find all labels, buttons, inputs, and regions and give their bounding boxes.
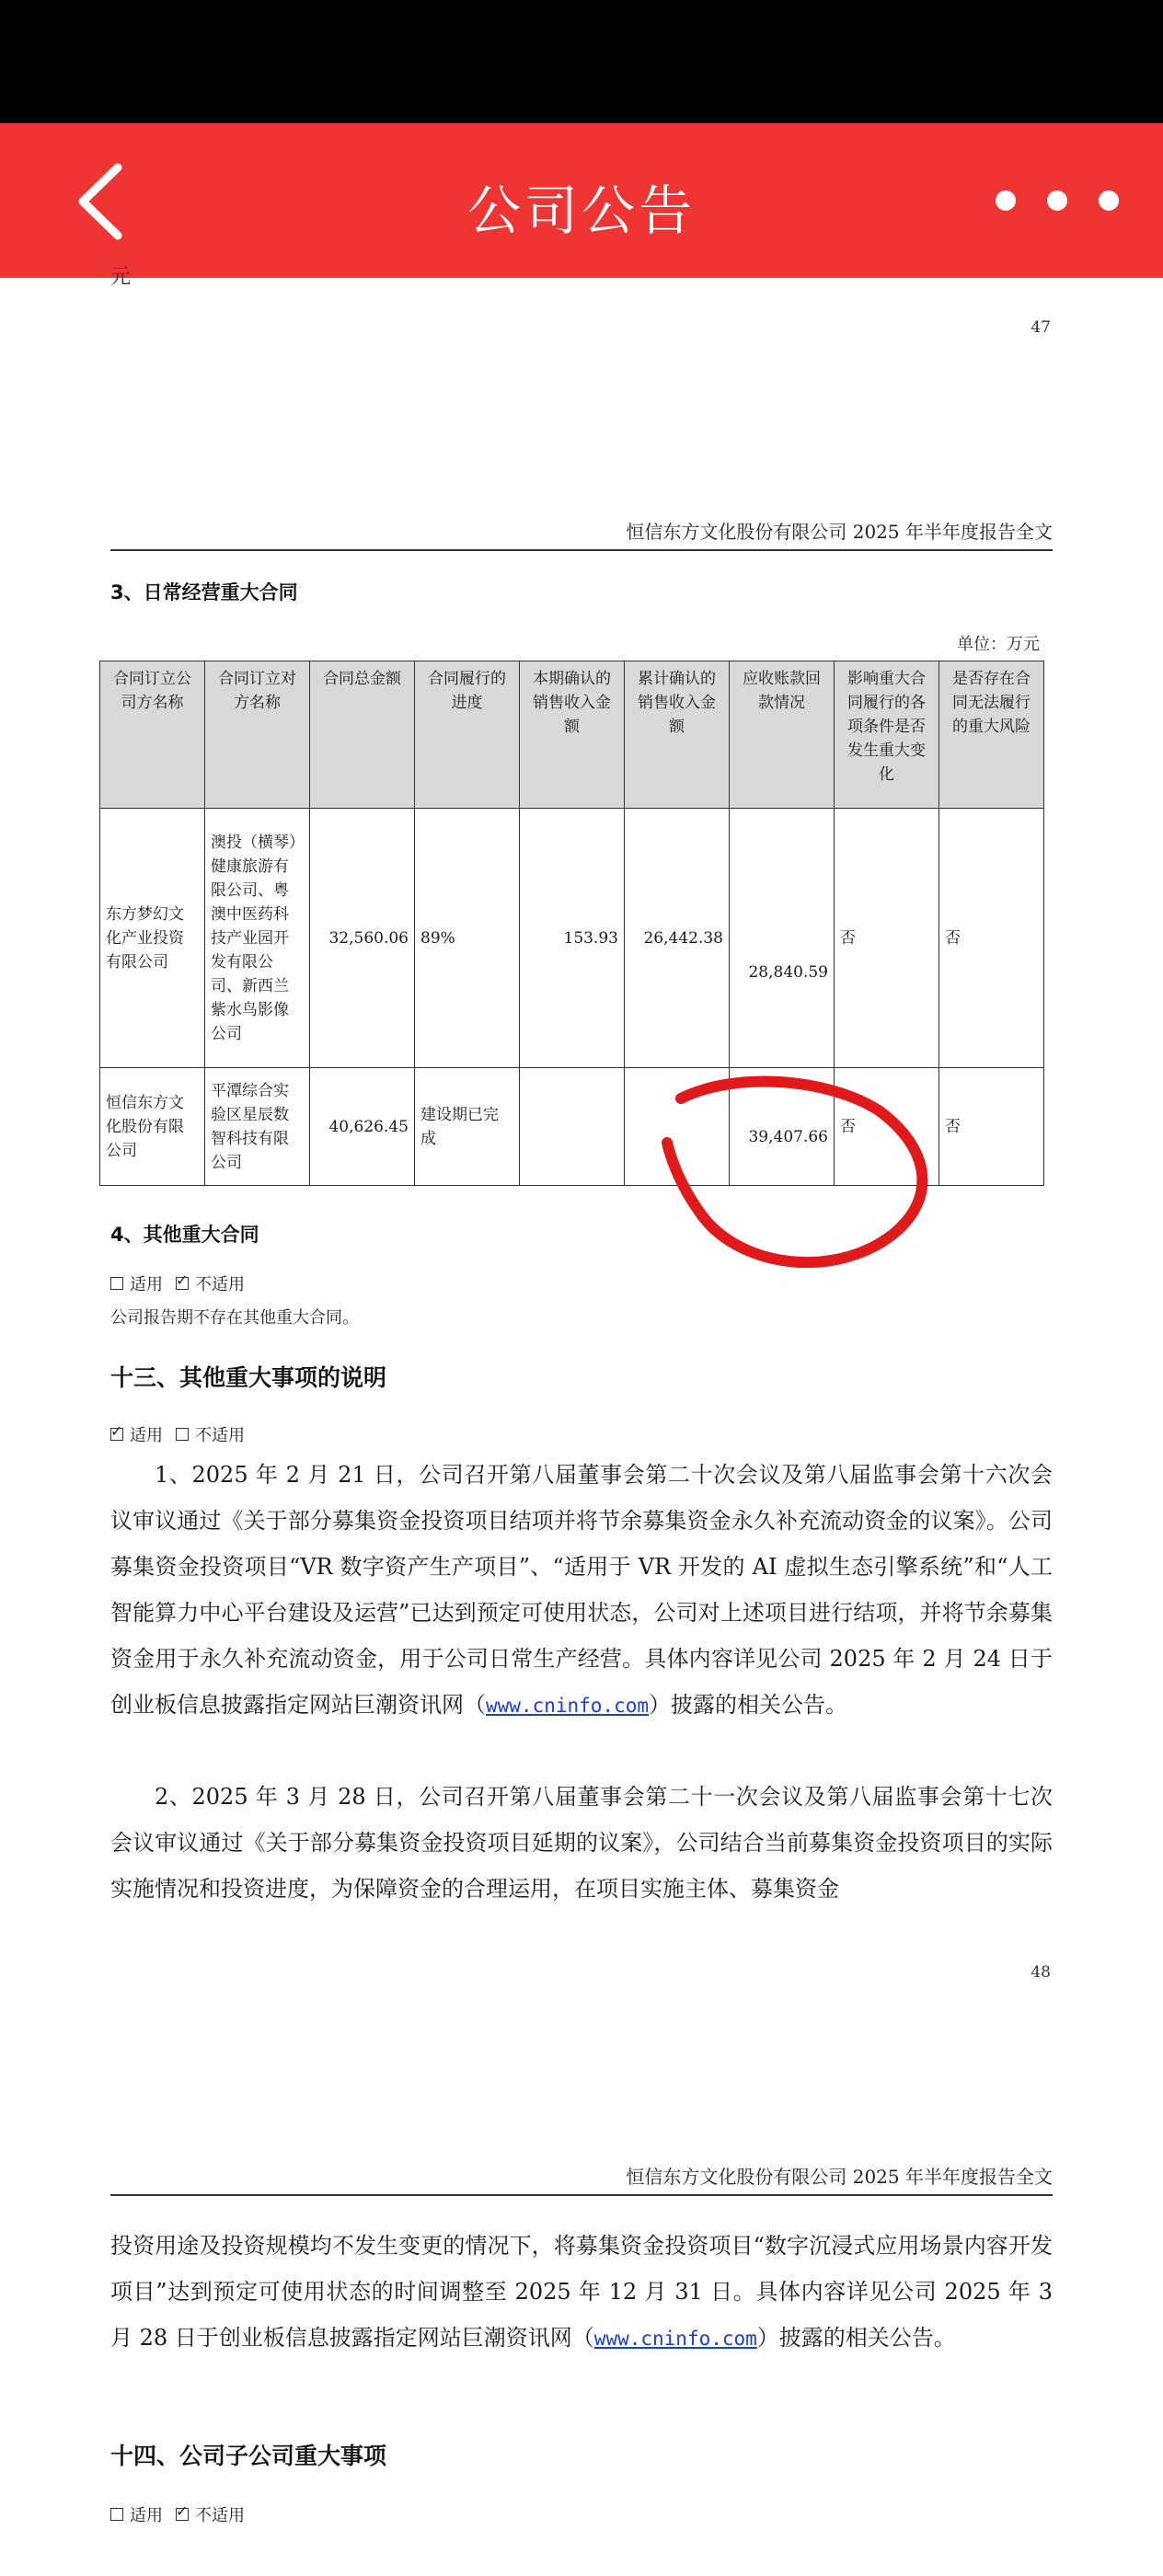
cut-off-text: 元 (110, 266, 132, 289)
table-cell: 平潭综合实验区星辰数智科技有限公司 (205, 1068, 310, 1186)
paragraph-text: ）披露的相关公告。 (649, 1692, 848, 1718)
more-dots-icon (996, 190, 1016, 211)
table-cell: 否 (939, 809, 1044, 1068)
checkbox-applicable[interactable] (110, 1428, 123, 1441)
column-header: 应收账款回款情况 (730, 661, 835, 809)
column-header: 是否存在合同无法履行的重大风险 (939, 661, 1044, 809)
column-header: 本期确认的销售收入金额 (520, 661, 625, 809)
table-cell: 89% (415, 809, 520, 1068)
table-cell: 153.93 (520, 809, 625, 1068)
checkbox-label: 不适用 (195, 2506, 245, 2525)
status-bar (0, 0, 1163, 123)
checkbox-label: 适用 (130, 2506, 163, 2525)
more-dot (1099, 190, 1119, 211)
contracts-table (99, 661, 1044, 1186)
paragraph-text: 1、2025 年 2 月 21 日，公司召开第八届董事会第二十次会议及第八届监事会第十六次会议审议通过《关于部分募集资金投资项目结项并将节余募集资金永久补充流动资金的议案》。公司募集资金投资项目“VR 数字资产生产项目”、“适用于 VR 开发的 AI 虚拟生态引擎系统”和“人工智能算力中心平台建设及运营”已达到预定可使用状态，公司对上述项目进行结项，并将节余募集资金用于永久补充流动资金，用于公司日常生产经营。具体内容详见公司 2025 年 2 月 24 日于创业板信息披露指定网站巨潮资讯网（ (110, 1462, 1053, 1718)
table-cell: 建设期已完成 (415, 1068, 520, 1186)
section-title: 4、其他重大合同 (110, 1224, 259, 1246)
table-cell (520, 1068, 625, 1186)
table-cell: 东方梦幻文化产业投资有限公司 (100, 809, 205, 1068)
applicability-checkboxes (110, 1271, 245, 1295)
section-title: 十三、其他重大事项的说明 (110, 1364, 387, 1391)
table-cell (625, 1068, 730, 1186)
checkbox-label: 适用 (130, 1426, 163, 1445)
unit-label: 单位：万元 (957, 635, 1040, 654)
checkbox-applicable[interactable] (110, 1277, 123, 1290)
checkbox-not-applicable[interactable] (176, 2508, 189, 2521)
paragraph-text: 2、2025 年 3 月 28 日，公司召开第八届董事会第二十一次会议及第八届监事会第十七次会议审议通过《关于部分募集资金投资项目延期的议案》，公司结合当前募集资金投资项目的实际实施情况和投资进度，为保障资金的合理运用，在项目实施主体、募集资金 (110, 1784, 1053, 1902)
section-note: 公司报告期不存在其他重大合同。 (110, 1308, 359, 1328)
page-title: 公司公告 (466, 179, 696, 242)
checkbox-label: 不适用 (195, 1426, 245, 1445)
checkbox-label: 不适用 (195, 1275, 245, 1294)
column-header: 合同总金额 (310, 661, 415, 809)
table-cell: 否 (835, 809, 939, 1068)
paragraph (110, 2223, 1053, 2362)
table-cell: 否 (939, 1068, 1044, 1186)
more-dot (1047, 190, 1067, 211)
paragraph (110, 1452, 1053, 1729)
table-cell: 28,840.59 (730, 809, 835, 1068)
cninfo-link[interactable]: www.cninfo.com (593, 2328, 757, 2350)
applicability-checkboxes (110, 2502, 245, 2526)
column-header: 累计确认的销售收入金额 (625, 661, 730, 809)
column-header: 合同履行的进度 (415, 661, 520, 809)
paragraph (110, 1774, 1053, 1912)
page-number: 47 (1031, 318, 1051, 337)
checkbox-label: 适用 (130, 1275, 163, 1294)
column-header: 合同订立公司方名称 (100, 661, 205, 809)
table-cell: 恒信东方文化股份有限公司 (100, 1068, 205, 1186)
cninfo-link[interactable]: www.cninfo.com (486, 1695, 650, 1717)
more-button[interactable] (990, 180, 1128, 221)
page-number: 48 (1031, 1963, 1051, 1982)
running-header: 恒信东方文化股份有限公司 2025 年半年度报告全文 (110, 2162, 1053, 2196)
section-title: 3、日常经营重大合同 (110, 581, 298, 604)
paragraph-text: ）披露的相关公告。 (756, 2325, 956, 2351)
document-viewer[interactable] (0, 266, 1163, 2576)
table-cell: 32,560.06 (310, 809, 415, 1068)
table-cell: 澳投（横琴）健康旅游有限公司、粤澳中医药科技产业园开发有限公司、新西兰紫水鸟影像公司 (205, 809, 310, 1068)
app-header (0, 123, 1163, 278)
column-header: 影响重大合同履行的各项条件是否发生重大变化 (835, 661, 939, 809)
table-row (100, 1068, 1044, 1186)
column-header: 合同订立对方名称 (205, 661, 310, 809)
checkbox-not-applicable[interactable] (176, 1428, 189, 1441)
applicability-checkboxes (110, 1422, 245, 1446)
table-cell: 39,407.66 (730, 1068, 835, 1186)
running-header: 恒信东方文化股份有限公司 2025 年半年度报告全文 (110, 517, 1053, 551)
checkbox-applicable[interactable] (110, 2508, 123, 2521)
table-row (100, 809, 1044, 1068)
section-title: 十四、公司子公司重大事项 (110, 2443, 387, 2469)
checkbox-not-applicable[interactable] (176, 1277, 189, 1290)
paragraph-text: 投资用途及投资规模均不发生变更的情况下，将募集资金投资项目“数字沉浸式应用场景内容开发项目”达到预定可使用状态的时间调整至 2025 年 12 月 31 日。具体内容详见公司 2025 年 3 月 28 日于创业板信息披露指定网站巨潮资讯网（ (110, 2233, 1053, 2351)
table-cell: 否 (835, 1068, 939, 1186)
table-header-row (100, 661, 1044, 809)
table-cell: 40,626.45 (310, 1068, 415, 1186)
table-cell: 26,442.38 (625, 809, 730, 1068)
